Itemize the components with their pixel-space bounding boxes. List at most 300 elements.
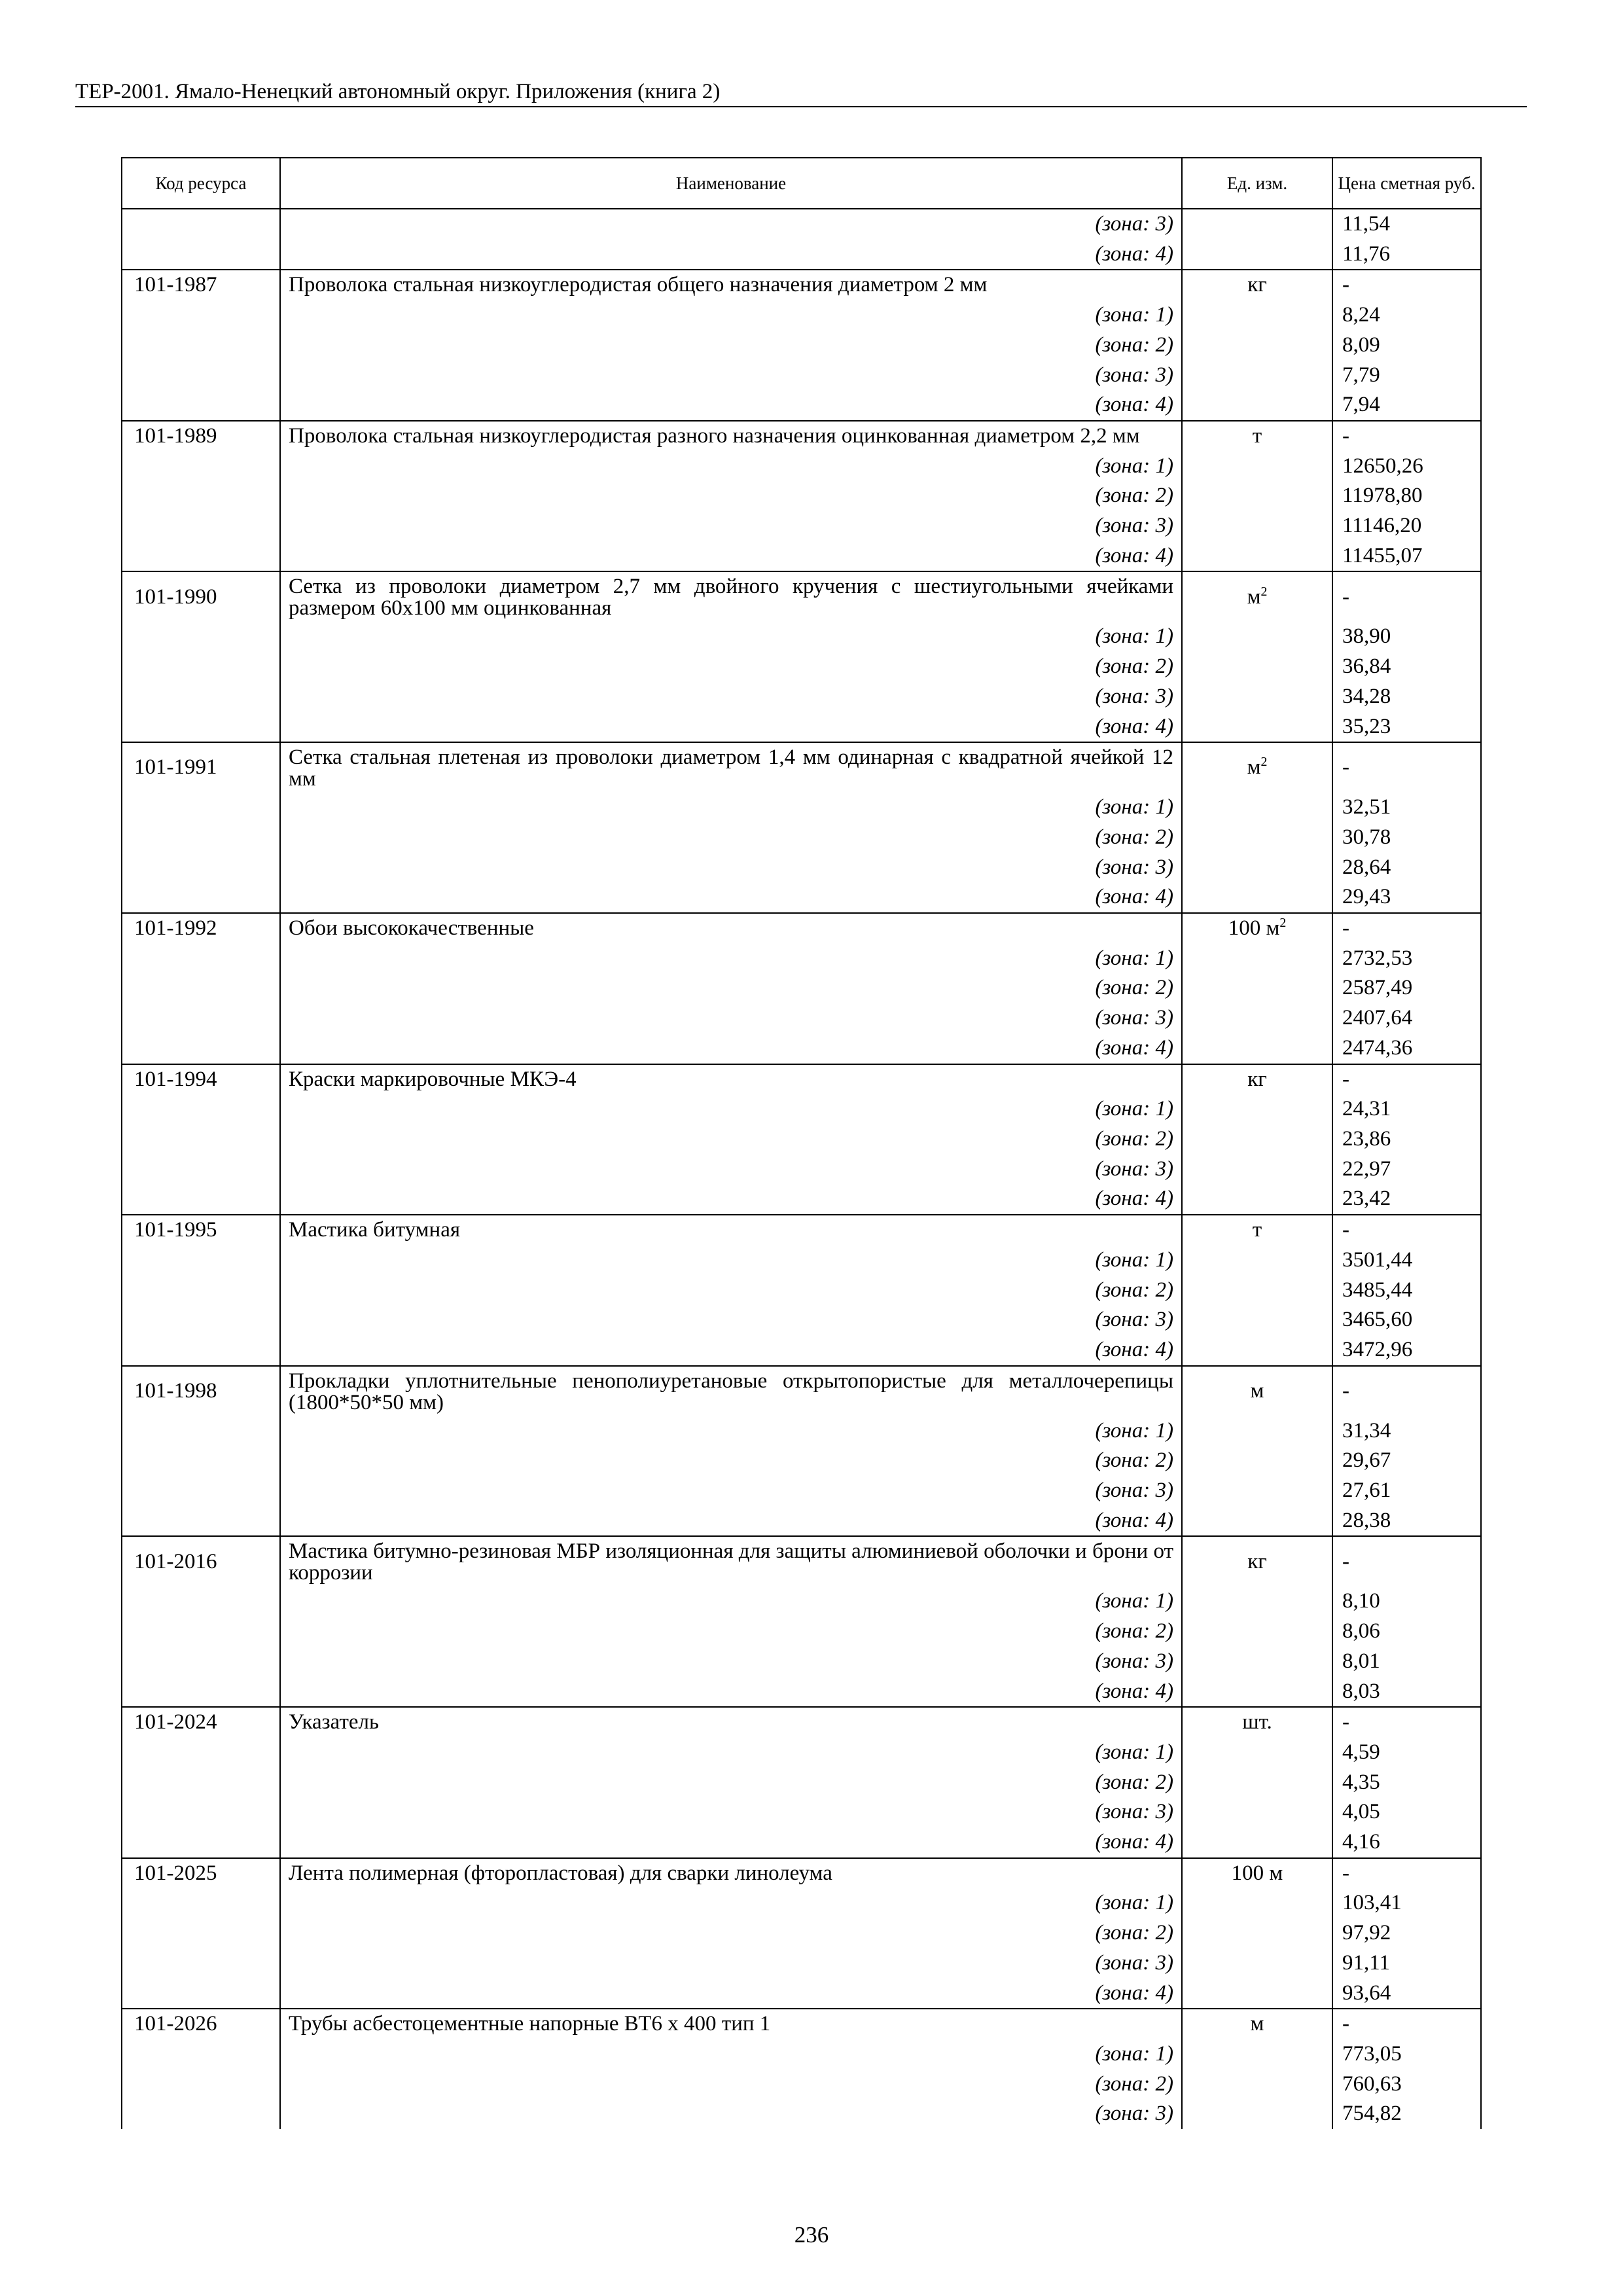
- resource-code-cell: [122, 1979, 280, 2009]
- resource-name: Краски маркировочные МКЭ-4: [280, 1064, 1182, 1095]
- table-row-zone: [122, 1918, 1481, 1948]
- unit-cell: [1182, 1888, 1332, 1918]
- base-price: -: [1332, 1366, 1481, 1416]
- unit-text: т: [1252, 1218, 1262, 1242]
- base-price: -: [1332, 1064, 1481, 1095]
- zone-price: 8,09: [1332, 331, 1481, 361]
- table-row-item: [122, 1707, 1481, 1738]
- resource-code-cell: [122, 1003, 280, 1033]
- unit-cell: [1182, 2070, 1332, 2100]
- base-price: -: [1332, 1536, 1481, 1587]
- zone-price: 760,63: [1332, 2070, 1481, 2100]
- column-header-name: Наименование: [280, 158, 1182, 209]
- unit-cell: [1182, 1979, 1332, 2009]
- resource-code-cell: [122, 973, 280, 1003]
- resource-code-cell: [122, 1094, 280, 1124]
- zone-label: (зона: 3): [280, 1476, 1182, 1506]
- resource-name: Обои высококачественные: [280, 913, 1182, 944]
- resource-code-cell: [122, 1416, 280, 1446]
- zone-price: 3465,60: [1332, 1305, 1481, 1335]
- unit-of-measure: [1182, 742, 1332, 793]
- unit-cell: [1182, 511, 1332, 541]
- table-row-zone: [122, 390, 1481, 421]
- table-row-zone: [122, 622, 1481, 652]
- zone-label: (зона: 4): [280, 541, 1182, 572]
- unit-cell: [1182, 1276, 1332, 1306]
- table-row-zone: [122, 2070, 1481, 2100]
- unit-cell: [1182, 1416, 1332, 1446]
- unit-cell: [1182, 452, 1332, 482]
- resource-code: 101-1998: [122, 1366, 280, 1416]
- table-row-zone: [122, 973, 1481, 1003]
- table-row-zone: [122, 853, 1481, 883]
- unit-cell: [1182, 300, 1332, 331]
- base-price: -: [1332, 571, 1481, 622]
- resource-code-cell: [122, 1888, 280, 1918]
- table-row-zone: [122, 1124, 1481, 1155]
- zone-price: 8,01: [1332, 1647, 1481, 1677]
- table-row-zone: [122, 1305, 1481, 1335]
- zone-label: (зона: 3): [280, 1797, 1182, 1827]
- unit-cell: [1182, 1948, 1332, 1979]
- table-row-zone: [122, 882, 1481, 913]
- zone-price: 36,84: [1332, 652, 1481, 682]
- unit-superscript: 2: [1260, 755, 1268, 770]
- column-header-price: Цена сметная руб.: [1332, 158, 1481, 209]
- unit-cell: [1182, 1335, 1332, 1366]
- resource-code-cell: [122, 331, 280, 361]
- table-row-zone: [122, 712, 1481, 743]
- unit-of-measure: [1182, 1536, 1332, 1587]
- unit-of-measure: [1182, 421, 1332, 452]
- resource-code: 101-1994: [122, 1064, 280, 1095]
- resource-code-cell: [122, 682, 280, 712]
- unit-cell: [1182, 622, 1332, 652]
- zone-price: 31,34: [1332, 1416, 1481, 1446]
- zone-label: (зона: 3): [280, 1305, 1182, 1335]
- unit-cell: [1182, 1124, 1332, 1155]
- zone-price: 11146,20: [1332, 511, 1481, 541]
- zone-price: 8,03: [1332, 1677, 1481, 1708]
- zone-label: (зона: 1): [280, 622, 1182, 652]
- zone-label: (зона: 4): [280, 1677, 1182, 1708]
- table-row-zone: [122, 300, 1481, 331]
- zone-label: (зона: 3): [280, 682, 1182, 712]
- column-header-unit: Ед. изм.: [1182, 158, 1332, 209]
- resource-code: 101-2024: [122, 1707, 280, 1738]
- zone-price: 38,90: [1332, 622, 1481, 652]
- zone-price: 754,82: [1332, 2099, 1481, 2129]
- unit-text: кг: [1247, 1549, 1267, 1573]
- resource-code-cell: [122, 240, 280, 270]
- zone-label: (зона: 3): [280, 361, 1182, 391]
- unit-cell: [1182, 1738, 1332, 1768]
- unit-of-measure: [1182, 1707, 1332, 1738]
- table-row-zone: [122, 452, 1481, 482]
- zone-price: 2587,49: [1332, 973, 1481, 1003]
- table-row-zone: [122, 1506, 1481, 1537]
- table-row-zone: [122, 1155, 1481, 1185]
- zone-label: (зона: 1): [280, 1094, 1182, 1124]
- resource-code-cell: [122, 1617, 280, 1647]
- zone-label: (зона: 2): [280, 331, 1182, 361]
- unit-cell: [1182, 882, 1332, 913]
- unit-text: 100 м: [1228, 916, 1280, 941]
- resource-code: 101-2016: [122, 1536, 280, 1587]
- unit-cell: [1182, 1094, 1332, 1124]
- unit-text: м: [1250, 1378, 1264, 1403]
- base-price: -: [1332, 1858, 1481, 1889]
- unit-text: м: [1247, 584, 1261, 609]
- table-row-zone: [122, 1677, 1481, 1708]
- table-row-zone: [122, 361, 1481, 391]
- resource-code-cell: [122, 1184, 280, 1215]
- zone-price: 11455,07: [1332, 541, 1481, 572]
- unit-cell: [1182, 1184, 1332, 1215]
- zone-price: 4,16: [1332, 1827, 1481, 1858]
- resource-code-cell: [122, 1797, 280, 1827]
- column-header-code: Код ресурса: [122, 158, 280, 209]
- zone-price: 11,54: [1332, 209, 1481, 240]
- unit-of-measure: [1182, 913, 1332, 944]
- table-row-zone: [122, 331, 1481, 361]
- zone-label: (зона: 3): [280, 853, 1182, 883]
- table-row-zone: [122, 1888, 1481, 1918]
- zone-label: (зона: 3): [280, 1647, 1182, 1677]
- zone-label: (зона: 3): [280, 2099, 1182, 2129]
- resource-name: Сетка из проволоки диаметром 2,7 мм двойного кручения с шестиугольными ячейками размером 60х100 мм оцинкованная: [280, 571, 1182, 622]
- unit-cell: [1182, 1617, 1332, 1647]
- resource-code-cell: [122, 1768, 280, 1798]
- unit-cell: [1182, 541, 1332, 572]
- zone-price: 29,67: [1332, 1446, 1481, 1476]
- resource-code-cell: [122, 511, 280, 541]
- zone-label: (зона: 2): [280, 481, 1182, 511]
- zone-price: 3501,44: [1332, 1246, 1481, 1276]
- resource-code: 101-1987: [122, 270, 280, 300]
- resource-name: Мастика битумная: [280, 1215, 1182, 1246]
- unit-cell: [1182, 1446, 1332, 1476]
- unit-cell: [1182, 973, 1332, 1003]
- unit-text: шт.: [1242, 1710, 1272, 1734]
- table-row-zone: [122, 1979, 1481, 2009]
- header-rule: [75, 106, 1527, 107]
- zone-label: (зона: 3): [280, 1948, 1182, 1979]
- zone-price: 24,31: [1332, 1094, 1481, 1124]
- zone-price: 3472,96: [1332, 1335, 1481, 1366]
- zone-label: (зона: 2): [280, 1918, 1182, 1948]
- zone-price: 773,05: [1332, 2039, 1481, 2070]
- resource-code-cell: [122, 2039, 280, 2070]
- resource-name: Лента полимерная (фторопластовая) для сварки линолеума: [280, 1858, 1182, 1889]
- table-row-zone: [122, 1647, 1481, 1677]
- zone-label: (зона: 4): [280, 882, 1182, 913]
- base-price: -: [1332, 270, 1481, 300]
- table-row-item: [122, 913, 1481, 944]
- resource-code-cell: [122, 1276, 280, 1306]
- zone-price: 4,59: [1332, 1738, 1481, 1768]
- resource-code-cell: [122, 882, 280, 913]
- zone-price: 29,43: [1332, 882, 1481, 913]
- resource-name: Мастика битумно-резиновая МБР изоляционная для защиты алюминиевой оболочки и брони от коррозии: [280, 1536, 1182, 1587]
- zone-price: 8,10: [1332, 1587, 1481, 1617]
- resource-name: Трубы асбестоцементные напорные ВТ6 х 400 тип 1: [280, 2009, 1182, 2039]
- resource-code: 101-2025: [122, 1858, 280, 1889]
- unit-of-measure: [1182, 2009, 1332, 2039]
- zone-price: 32,51: [1332, 793, 1481, 823]
- table-row-zone: [122, 793, 1481, 823]
- zone-label: (зона: 1): [280, 1888, 1182, 1918]
- unit-cell: [1182, 390, 1332, 421]
- table-body: [122, 209, 1481, 2129]
- resource-code-cell: [122, 622, 280, 652]
- zone-label: (зона: 4): [280, 1184, 1182, 1215]
- table-row-item: [122, 421, 1481, 452]
- resource-code-cell: [122, 300, 280, 331]
- unit-cell: [1182, 2099, 1332, 2129]
- resource-code-cell: [122, 209, 280, 240]
- zone-price: 97,92: [1332, 1918, 1481, 1948]
- unit-cell: [1182, 1677, 1332, 1708]
- zone-price: 4,35: [1332, 1768, 1481, 1798]
- unit-cell: [1182, 712, 1332, 743]
- price-table: [121, 157, 1482, 2129]
- resource-code-cell: [122, 361, 280, 391]
- zone-label: (зона: 4): [280, 240, 1182, 270]
- resource-code-cell: [122, 944, 280, 974]
- unit-text: м: [1247, 755, 1261, 780]
- zone-label: (зона: 2): [280, 1617, 1182, 1647]
- unit-text: 100 м: [1231, 1861, 1283, 1885]
- zone-label: (зона: 1): [280, 452, 1182, 482]
- zone-price: 30,78: [1332, 823, 1481, 853]
- zone-label: (зона: 2): [280, 823, 1182, 853]
- table-row-zone: [122, 511, 1481, 541]
- zone-price: 7,79: [1332, 361, 1481, 391]
- table-row-zone: [122, 209, 1481, 240]
- zone-label: (зона: 4): [280, 1335, 1182, 1366]
- resource-name: Проволока стальная низкоуглеродистая общего назначения диаметром 2 мм: [280, 270, 1182, 300]
- table-row-zone: [122, 541, 1481, 572]
- resource-code-cell: [122, 1335, 280, 1366]
- table-row-zone: [122, 1003, 1481, 1033]
- running-header-title: ТЕР-2001. Ямало-Ненецкий автономный округ. Приложения (книга 2): [75, 80, 721, 103]
- unit-cell: [1182, 652, 1332, 682]
- resource-code: 101-1990: [122, 571, 280, 622]
- resource-code-cell: [122, 1246, 280, 1276]
- zone-label: (зона: 1): [280, 300, 1182, 331]
- unit-cell: [1182, 240, 1332, 270]
- zone-price: 93,64: [1332, 1979, 1481, 2009]
- zone-label: (зона: 3): [280, 1003, 1182, 1033]
- zone-price: 27,61: [1332, 1476, 1481, 1506]
- zone-price: 103,41: [1332, 1888, 1481, 1918]
- resource-code-cell: [122, 1155, 280, 1185]
- resource-code-cell: [122, 1587, 280, 1617]
- resource-code-cell: [122, 1305, 280, 1335]
- table-row-item: [122, 1366, 1481, 1416]
- table-row-zone: [122, 1246, 1481, 1276]
- unit-cell: [1182, 1246, 1332, 1276]
- resource-code-cell: [122, 1124, 280, 1155]
- table-row-zone: [122, 1948, 1481, 1979]
- base-price: -: [1332, 1707, 1481, 1738]
- resource-code-cell: [122, 1476, 280, 1506]
- table-row-zone: [122, 1827, 1481, 1858]
- unit-of-measure: [1182, 1215, 1332, 1246]
- table-row-zone: [122, 1738, 1481, 1768]
- unit-of-measure: [1182, 270, 1332, 300]
- resource-code-cell: [122, 1506, 280, 1537]
- zone-price: 12650,26: [1332, 452, 1481, 482]
- resource-code: 101-1989: [122, 421, 280, 452]
- page-number: 236: [794, 2222, 829, 2248]
- zone-label: (зона: 2): [280, 973, 1182, 1003]
- base-price: -: [1332, 742, 1481, 793]
- resource-code-cell: [122, 481, 280, 511]
- table-row-zone: [122, 2039, 1481, 2070]
- unit-of-measure: [1182, 1366, 1332, 1416]
- resource-code-cell: [122, 1033, 280, 1064]
- zone-label: (зона: 3): [280, 1155, 1182, 1185]
- base-price: -: [1332, 2009, 1481, 2039]
- resource-code-cell: [122, 2070, 280, 2100]
- resource-code-cell: [122, 712, 280, 743]
- unit-cell: [1182, 1003, 1332, 1033]
- unit-cell: [1182, 793, 1332, 823]
- zone-price: 3485,44: [1332, 1276, 1481, 1306]
- resource-name: Указатель: [280, 1707, 1182, 1738]
- table-row-zone: [122, 1276, 1481, 1306]
- resource-code-cell: [122, 1827, 280, 1858]
- resource-code-cell: [122, 1738, 280, 1768]
- unit-cell: [1182, 1768, 1332, 1798]
- base-price: -: [1332, 421, 1481, 452]
- zone-price: 23,42: [1332, 1184, 1481, 1215]
- unit-text: т: [1252, 423, 1262, 448]
- zone-label: (зона: 4): [280, 1033, 1182, 1064]
- unit-cell: [1182, 481, 1332, 511]
- resource-code: 101-1992: [122, 913, 280, 944]
- table-row-zone: [122, 1335, 1481, 1366]
- table-row-item: [122, 1064, 1481, 1095]
- table-row-zone: [122, 1416, 1481, 1446]
- zone-label: (зона: 4): [280, 1979, 1182, 2009]
- zone-price: 11978,80: [1332, 481, 1481, 511]
- unit-text: кг: [1247, 1067, 1267, 1091]
- resource-code-cell: [122, 1446, 280, 1476]
- base-price: -: [1332, 1215, 1481, 1246]
- zone-label: (зона: 2): [280, 1446, 1182, 1476]
- unit-cell: [1182, 1918, 1332, 1948]
- zone-label: (зона: 2): [280, 652, 1182, 682]
- table-row-zone: [122, 481, 1481, 511]
- table-row-item: [122, 270, 1481, 300]
- table-row-item: [122, 742, 1481, 793]
- zone-label: (зона: 1): [280, 1738, 1182, 1768]
- resource-code: 101-1995: [122, 1215, 280, 1246]
- resource-code-cell: [122, 1677, 280, 1708]
- table-row-zone: [122, 1184, 1481, 1215]
- resource-code-cell: [122, 793, 280, 823]
- unit-cell: [1182, 853, 1332, 883]
- table-row-zone: [122, 240, 1481, 270]
- unit-cell: [1182, 1305, 1332, 1335]
- resource-code: 101-1991: [122, 742, 280, 793]
- zone-label: (зона: 1): [280, 1587, 1182, 1617]
- unit-cell: [1182, 1647, 1332, 1677]
- resource-code-cell: [122, 452, 280, 482]
- zone-label: (зона: 2): [280, 1124, 1182, 1155]
- unit-cell: [1182, 1155, 1332, 1185]
- unit-of-measure: [1182, 571, 1332, 622]
- resource-code-cell: [122, 541, 280, 572]
- zone-label: (зона: 1): [280, 944, 1182, 974]
- table-row-item: [122, 1215, 1481, 1246]
- unit-cell: [1182, 361, 1332, 391]
- table-row-item: [122, 1536, 1481, 1587]
- resource-code-cell: [122, 1948, 280, 1979]
- base-price: -: [1332, 913, 1481, 944]
- resource-code: 101-2026: [122, 2009, 280, 2039]
- zone-price: 2732,53: [1332, 944, 1481, 974]
- zone-label: (зона: 4): [280, 1827, 1182, 1858]
- unit-cell: [1182, 1797, 1332, 1827]
- table-row-item: [122, 571, 1481, 622]
- zone-label: (зона: 4): [280, 1506, 1182, 1537]
- table-row-zone: [122, 682, 1481, 712]
- unit-cell: [1182, 331, 1332, 361]
- unit-text: м: [1250, 2012, 1264, 2036]
- resource-code-cell: [122, 1647, 280, 1677]
- zone-price: 7,94: [1332, 390, 1481, 421]
- unit-cell: [1182, 1506, 1332, 1537]
- resource-code-cell: [122, 823, 280, 853]
- unit-cell: [1182, 1033, 1332, 1064]
- unit-superscript: 2: [1279, 916, 1287, 931]
- resource-name: Сетка стальная плетеная из проволоки диаметром 1,4 мм одинарная с квадратной ячейкой 12 мм: [280, 742, 1182, 793]
- resource-code-cell: [122, 1918, 280, 1948]
- unit-cell: [1182, 682, 1332, 712]
- unit-superscript: 2: [1260, 584, 1268, 599]
- table-row-zone: [122, 1033, 1481, 1064]
- unit-cell: [1182, 944, 1332, 974]
- table-row-zone: [122, 1587, 1481, 1617]
- resource-code-cell: [122, 853, 280, 883]
- resource-code-cell: [122, 652, 280, 682]
- zone-label: (зона: 3): [280, 209, 1182, 240]
- zone-label: (зона: 2): [280, 1768, 1182, 1798]
- table-row-zone: [122, 944, 1481, 974]
- resource-code-cell: [122, 390, 280, 421]
- zone-price: 28,38: [1332, 1506, 1481, 1537]
- unit-cell: [1182, 823, 1332, 853]
- zone-price: 2474,36: [1332, 1033, 1481, 1064]
- zone-price: 11,76: [1332, 240, 1481, 270]
- zone-label: (зона: 4): [280, 712, 1182, 743]
- unit-text: кг: [1247, 273, 1267, 297]
- zone-price: 22,97: [1332, 1155, 1481, 1185]
- resource-code-cell: [122, 2099, 280, 2129]
- unit-of-measure: [1182, 1858, 1332, 1889]
- zone-price: 8,24: [1332, 300, 1481, 331]
- zone-price: 23,86: [1332, 1124, 1481, 1155]
- table-row-zone: [122, 1094, 1481, 1124]
- table-row-zone: [122, 2099, 1481, 2129]
- table-row-zone: [122, 1617, 1481, 1647]
- zone-price: 35,23: [1332, 712, 1481, 743]
- unit-of-measure: [1182, 1064, 1332, 1095]
